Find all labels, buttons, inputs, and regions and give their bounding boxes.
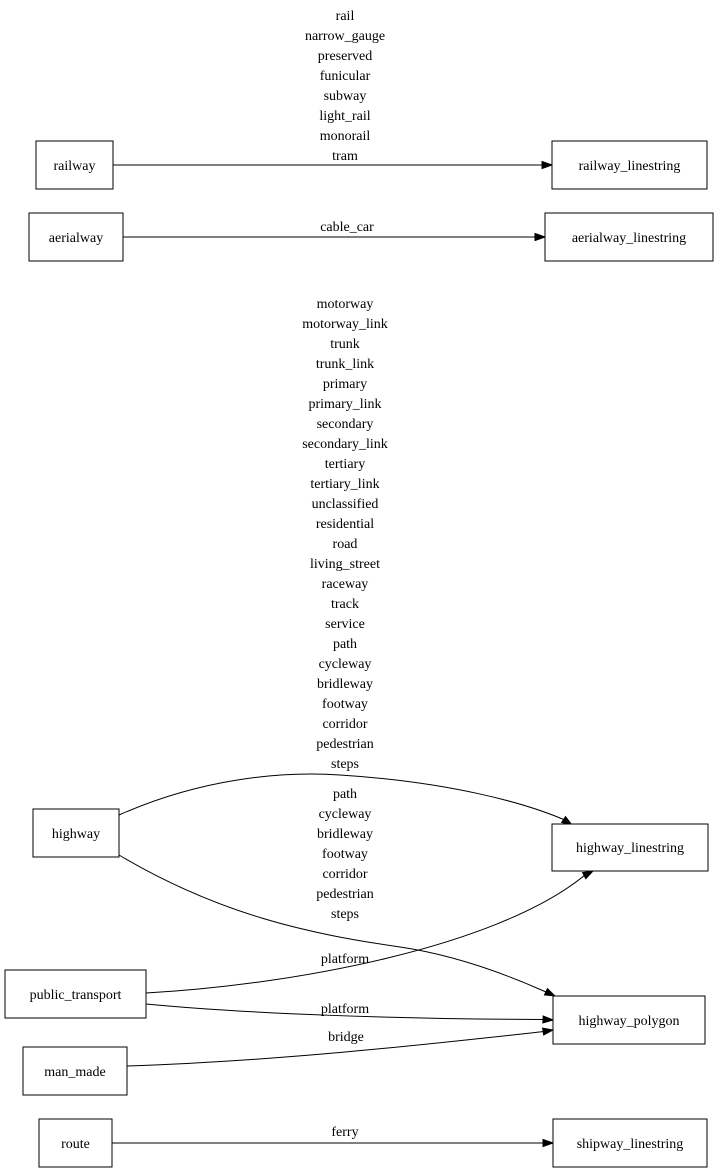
edge-label: service — [325, 617, 365, 632]
edge-label: monorail — [319, 129, 371, 144]
node-highway_polygon — [553, 996, 705, 1044]
edge-label: trunk — [330, 337, 360, 352]
edge-label: primary — [322, 377, 368, 392]
edge-label: residential — [315, 517, 375, 532]
arrowhead — [543, 1027, 554, 1035]
node-public_transport — [5, 970, 146, 1018]
edge-label: platform — [320, 952, 370, 967]
node-highway — [33, 809, 119, 857]
edge-label: preserved — [317, 49, 373, 64]
edge-label: subway — [323, 89, 367, 104]
edge-label: motorway — [316, 297, 374, 312]
node-label: railway — [53, 159, 96, 174]
edge-label: corridor — [322, 867, 368, 882]
edge-label: trunk_link — [315, 357, 375, 372]
edge-label: tertiary — [324, 457, 366, 472]
edge-label: ferry — [331, 1125, 359, 1140]
edge-label: cable_car — [320, 220, 374, 235]
node-label: public_transport — [29, 988, 122, 1003]
edge-label: road — [332, 537, 358, 552]
edge-railway-to-railway_linestring — [113, 9, 552, 169]
node-shipway_linestring — [553, 1119, 707, 1167]
edge-label: cycleway — [318, 807, 372, 822]
edge-label: unclassified — [311, 497, 379, 512]
edge-label: track — [331, 597, 359, 612]
edge-label: secondary_link — [302, 437, 388, 452]
node-label: aerialway_linestring — [571, 231, 687, 246]
edge-label: tertiary_link — [310, 477, 380, 492]
edge-label: rail — [335, 9, 355, 24]
edge-label: motorway_link — [302, 317, 388, 332]
edge-label: cycleway — [318, 657, 372, 672]
edge-label: platform — [320, 1002, 370, 1017]
edge-label: funicular — [319, 69, 371, 84]
node-route — [39, 1119, 112, 1167]
node-label: aerialway — [48, 231, 104, 246]
edge-label: corridor — [322, 717, 368, 732]
node-label: highway_polygon — [578, 1014, 680, 1029]
node-railway_linestring — [552, 141, 707, 189]
node-highway_linestring — [552, 824, 708, 871]
node-label: highway_linestring — [575, 841, 685, 856]
edge-label: narrow_gauge — [304, 29, 386, 44]
edge-label: primary_link — [308, 397, 382, 412]
node-aerialway_linestring — [545, 213, 713, 261]
edge-label: path — [332, 637, 358, 652]
edge-public_transport-to-highway_polygon — [146, 1002, 553, 1023]
edge-label: pedestrian — [316, 887, 374, 902]
node-label: highway — [51, 827, 101, 842]
edge-route-to-shipway_linestring — [112, 1125, 553, 1147]
arrowhead — [542, 162, 552, 169]
edge-man_made-to-highway_polygon — [127, 1027, 554, 1066]
edge-highway-to-highway_polygon — [119, 787, 556, 999]
edge-label: bridge — [328, 1030, 364, 1045]
arrowhead — [543, 1140, 553, 1147]
edge-label: path — [332, 787, 358, 802]
edge-aerialway-to-aerialway_linestring — [123, 220, 545, 241]
edge-label: steps — [331, 907, 359, 922]
edge-label: raceway — [321, 577, 369, 592]
edge-label: bridleway — [317, 677, 373, 692]
edge-label: bridleway — [317, 827, 373, 842]
node-man_made — [23, 1047, 127, 1095]
node-aerialway — [29, 213, 123, 261]
edge-label: secondary — [316, 417, 374, 432]
edge-label: footway — [322, 697, 368, 712]
node-railway — [36, 141, 113, 189]
node-label: man_made — [44, 1065, 106, 1080]
edge-highway-to-highway_linestring — [119, 297, 574, 828]
edge-label: living_street — [310, 557, 380, 572]
edge-label: footway — [322, 847, 368, 862]
edge-label: light_rail — [319, 109, 371, 124]
arrowhead — [535, 234, 545, 241]
edge-label: tram — [332, 149, 358, 164]
node-label: route — [61, 1137, 90, 1152]
edge-label: pedestrian — [316, 737, 374, 752]
arrowhead — [543, 1016, 553, 1024]
node-label: railway_linestring — [578, 159, 681, 174]
node-label: shipway_linestring — [576, 1137, 684, 1152]
edge-label: steps — [331, 757, 359, 772]
